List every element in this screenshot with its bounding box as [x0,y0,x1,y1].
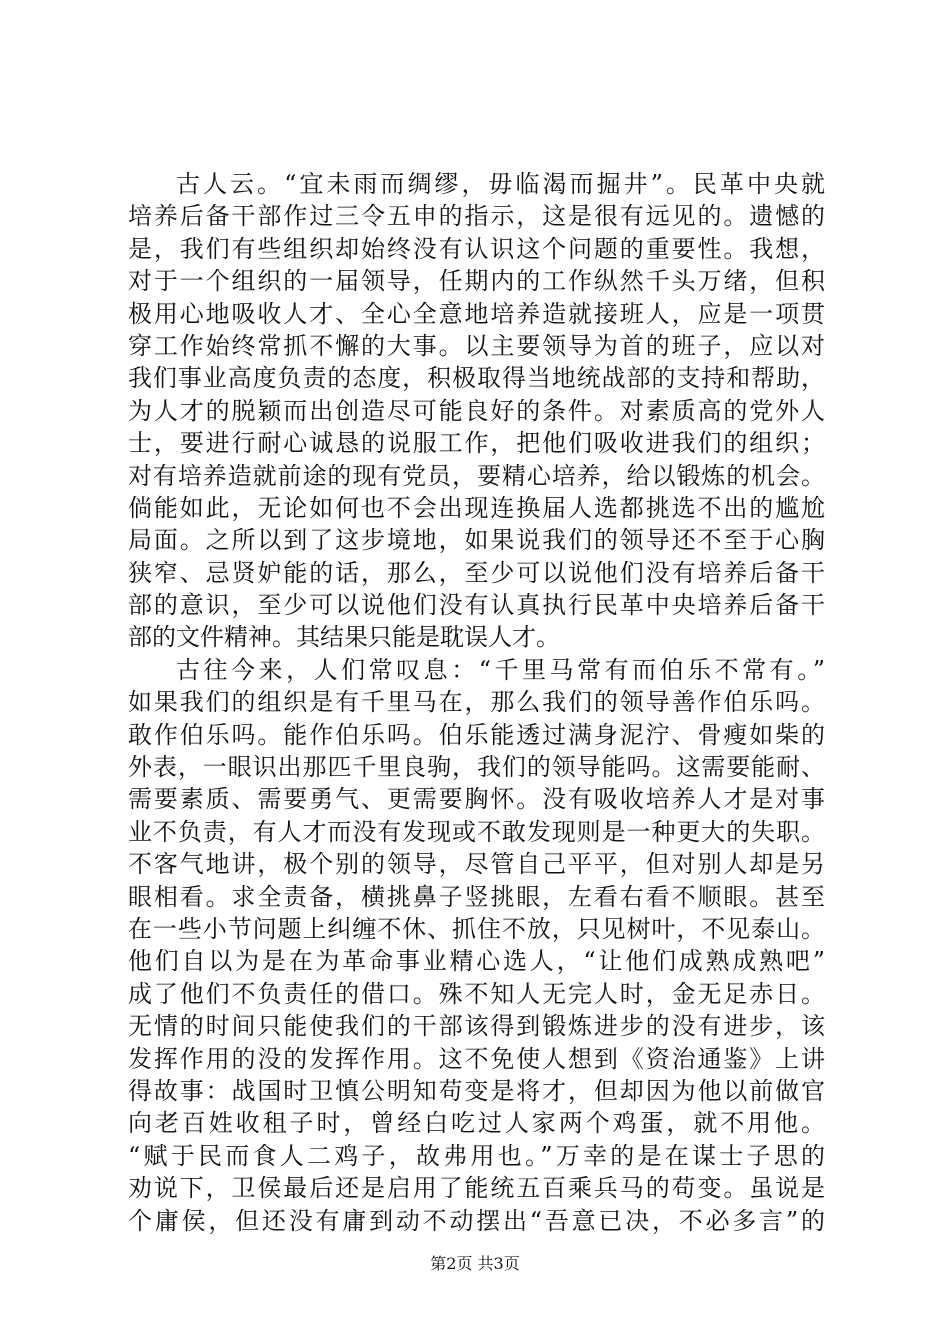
text-line: 部的文件精神。其结果只能是耽误人才。 [128,623,560,652]
text-line: 倘能如此，无论如何也不会出现连换届人选都挑选不出的尴尬 [128,493,825,522]
text-line: 部的意识，至少可以说他们没有认真执行民革中央培养后备干 [128,591,825,620]
text-line: 无情的时间只能使我们的干部该得到锻炼进步的没有进步，该 [128,1012,825,1041]
text-line: 穿工作始终常抓不懈的大事。以主要领导为首的班子，应以对 [128,331,825,360]
text-line: 极用心地吸收人才、全心全意地培养造就接班人，应是一项贯 [128,299,825,328]
text-line: 他们自以为是在为革命事业精心选人，“让他们成熟成熟吧” [128,947,825,976]
text-line: 古人云。“宜未雨而绸缪，毋临渴而掘井”。民革中央就 [176,170,825,198]
text-line: 在一些小节问题上纠缠不休、抓住不放，只见树叶，不见泰山。 [128,914,825,943]
text-line: 士，要进行耐心诚恳的说服工作，把他们吸收进我们的组织； [128,429,825,458]
text-line: 局面。之所以到了这步境地，如果说我们的领导还不至于心胸 [128,526,825,555]
text-line: 成了他们不负责任的借口。殊不知人无完人时，金无足赤日。 [128,979,825,1008]
text-line: 古往今来，人们常叹息：“千里马常有而伯乐不常有。” [176,655,825,684]
text-line: “赋于民而食人二鸡子，故弗用也。”万幸的是在谋士子思的 [128,1141,825,1170]
text-line: 我们事业高度负责的态度，积极取得当地统战部的支持和帮助， [128,364,825,393]
text-line: 向老百姓收租子时，曾经白吃过人家两个鸡蛋，就不用他。 [128,1109,825,1138]
text-line: 劝说下，卫侯最后还是启用了能统五百乘兵马的苟变。虽说是 [128,1174,825,1203]
text-line: 发挥作用的没的发挥作用。这不免使人想到《资治通鉴》上讲 [128,1044,825,1073]
text-line: 为人才的脱颖而出创造尽可能良好的条件。对素质高的党外人 [128,396,825,425]
text-line: 敢作伯乐吗。能作伯乐吗。伯乐能透过满身泥泞、骨瘦如柴的 [128,720,825,749]
text-line: 不客气地讲，极个别的领导，尽管自己平平，但对别人却是另 [128,850,825,879]
text-line: 得故事：战国时卫慎公明知苟变是将才，但却因为他以前做官 [128,1076,825,1105]
text-line: 是，我们有些组织却始终没有认识这个问题的重要性。我想， [128,234,825,263]
text-line: 培养后备干部作过三令五申的指示，这是很有远见的。遗憾的 [128,202,825,231]
text-line: 眼相看。求全责备，横挑鼻子竖挑眼，左看右看不顺眼。甚至 [128,882,825,911]
text-line: 对有培养造就前途的现有党员，要精心培养，给以锻炼的机会。 [128,461,825,490]
text-line: 如果我们的组织是有千里马在，那么我们的领导善作伯乐吗。 [128,688,825,717]
page-number-label: 第2页 共3页 [430,1254,520,1273]
text-line: 狭窄、忌贤妒能的话，那么，至少可以说他们没有培养后备干 [128,558,825,587]
text-line: 业不负责，有人才而没有发现或不敢发现则是一种更大的失职。 [128,817,825,846]
text-line: 个庸侯，但还没有庸到动不动摆出“吾意已决，不必多言”的 [128,1206,825,1235]
page-footer [0,1254,950,1274]
text-line: 对于一个组织的一届领导，任期内的工作纵然千头万绪，但积 [128,267,825,296]
body-text [128,168,825,1237]
text-line: 外表，一眼识出那匹千里良驹，我们的领导能吗。这需要能耐、 [128,753,825,782]
text-line: 需要素质、需要勇气、更需要胸怀。没有吸收培养人才是对事 [128,785,825,814]
